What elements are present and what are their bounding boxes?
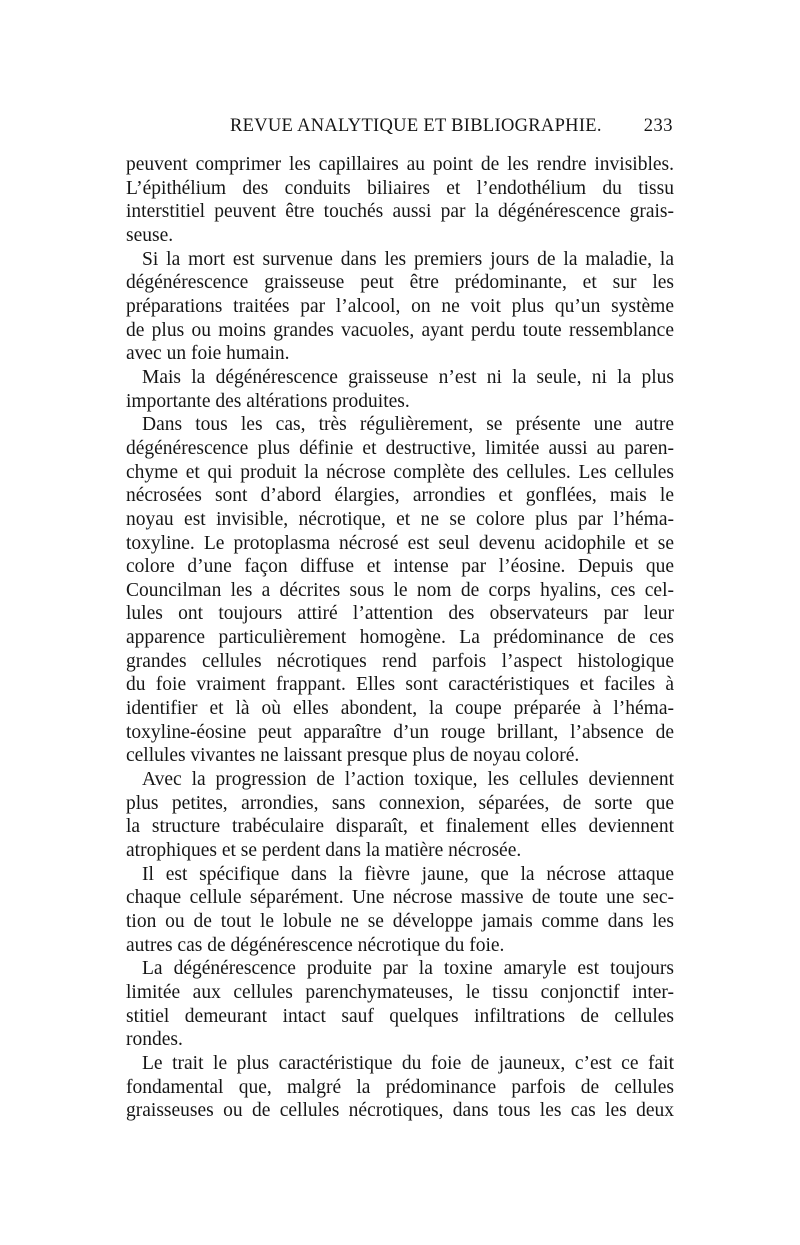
paragraph <box>126 768 674 863</box>
text-line: atrophiques et se perdent dans la matière nécrosée. <box>126 840 522 862</box>
text-line: apparence particulièrement homogène. La prédominance de ces <box>126 627 674 649</box>
text-line: peuvent comprimer les capillaires au point de les rendre invisibles. <box>126 154 674 175</box>
text-line: avec un foie humain. <box>126 343 290 365</box>
text-line: Dans tous les cas, très régulièrement, se présente une autre <box>142 414 674 436</box>
text-line: seuse. <box>126 224 174 246</box>
paragraph <box>126 957 674 1052</box>
text-line: identifier et là où elles abondent, la coupe préparée à l’héma- <box>126 698 674 720</box>
text-line: Mais la dégénérescence graisseuse n’est ni la seule, ni la plus <box>142 366 674 388</box>
paragraph <box>126 153 674 248</box>
text-line: rondes. <box>126 1029 183 1051</box>
text-line: limitée aux cellules parenchymateuses, le tissu conjonctif inter- <box>126 981 674 1003</box>
text-line: préparations traitées par l’alcool, on ne voit plus qu’un système <box>126 295 674 317</box>
paragraph <box>126 248 674 366</box>
text-line: Il est spécifique dans la fièvre jaune, que la nécrose attaque <box>142 863 674 885</box>
paragraph <box>126 366 674 413</box>
text-line: la structure trabéculaire disparaît, et finalement elles deviennent <box>126 816 674 838</box>
text-line: plus petites, arrondies, sans connexion, séparées, de sorte que <box>126 792 674 814</box>
text-line: Le trait le plus caractéristique du foie de jauneux, c’est ce fait <box>142 1052 674 1074</box>
body-text <box>126 153 674 1123</box>
paragraph <box>126 413 674 768</box>
text-line: toxyline. Le protoplasma nécrosé est seul devenu acidophile et se <box>126 532 674 554</box>
text-line: dégénérescence plus définie et destructive, limitée aussi au paren- <box>126 437 674 459</box>
text-line: cellules vivantes ne laissant presque plus de noyau coloré. <box>126 745 580 767</box>
text-line: autres cas de dégénérescence nécrotique du foie. <box>126 934 505 956</box>
paragraph <box>126 863 674 958</box>
page-number: 233 <box>643 116 673 136</box>
text-line: La dégénérescence produite par la toxine amaryle est toujours <box>142 958 674 980</box>
text-line: importante des altérations produites. <box>126 390 410 412</box>
text-line: Councilman les a décrites sous le nom de corps hyalins, ces cel- <box>126 579 674 601</box>
text-line: tion ou de tout le lobule ne se développe jamais comme dans les <box>126 911 674 932</box>
text-line: colore d’une façon diffuse et intense par l’éosine. Depuis que <box>126 556 674 578</box>
text-line: nécrosées sont d’abord élargies, arrondies et gonflées, mais le <box>126 485 674 507</box>
text-line: de plus ou moins grandes vacuoles, ayant perdu toute ressemblance <box>126 319 674 341</box>
text-line: toxyline-éosine peut apparaître d’un rouge brillant, l’absence de <box>126 721 674 743</box>
text-line: stitiel demeurant intact sauf quelques infiltrations de cellules <box>126 1005 674 1027</box>
text-line: fondamental que, malgré la prédominance parfois de cellules <box>126 1076 674 1098</box>
text-line: grandes cellules nécrotiques rend parfois l’aspect histologique <box>126 650 674 672</box>
running-header <box>230 116 673 137</box>
running-title: REVUE ANALYTIQUE ET BIBLIOGRAPHIE. <box>230 116 602 136</box>
text-line: interstitiel peuvent être touchés aussi par la dégénérescence grais- <box>126 201 674 223</box>
text-line: chyme et qui produit la nécrose complète des cellules. Les cellules <box>126 461 674 483</box>
text-line: lules ont toujours attiré l’attention des observateurs par leur <box>126 603 674 625</box>
paragraph <box>126 1052 674 1123</box>
text-line: Avec la progression de l’action toxique, les cellules deviennent <box>142 769 674 791</box>
text-line: du foie vraiment frappant. Elles sont caractéristiques et faciles à <box>126 674 674 696</box>
text-line: Si la mort est survenue dans les premiers jours de la maladie, la <box>142 248 674 270</box>
text-line: noyau est invisible, nécrotique, et ne se colore plus par l’héma- <box>126 508 674 530</box>
text-line: chaque cellule séparément. Une nécrose massive de toute une sec- <box>126 887 674 909</box>
text-line: graisseuses ou de cellules nécrotiques, dans tous les cas les deux <box>126 1100 674 1122</box>
text-line: dégénérescence graisseuse peut être prédominante, et sur les <box>126 272 674 294</box>
text-line: L’épithélium des conduits biliaires et l’endothélium du tissu <box>126 177 674 199</box>
